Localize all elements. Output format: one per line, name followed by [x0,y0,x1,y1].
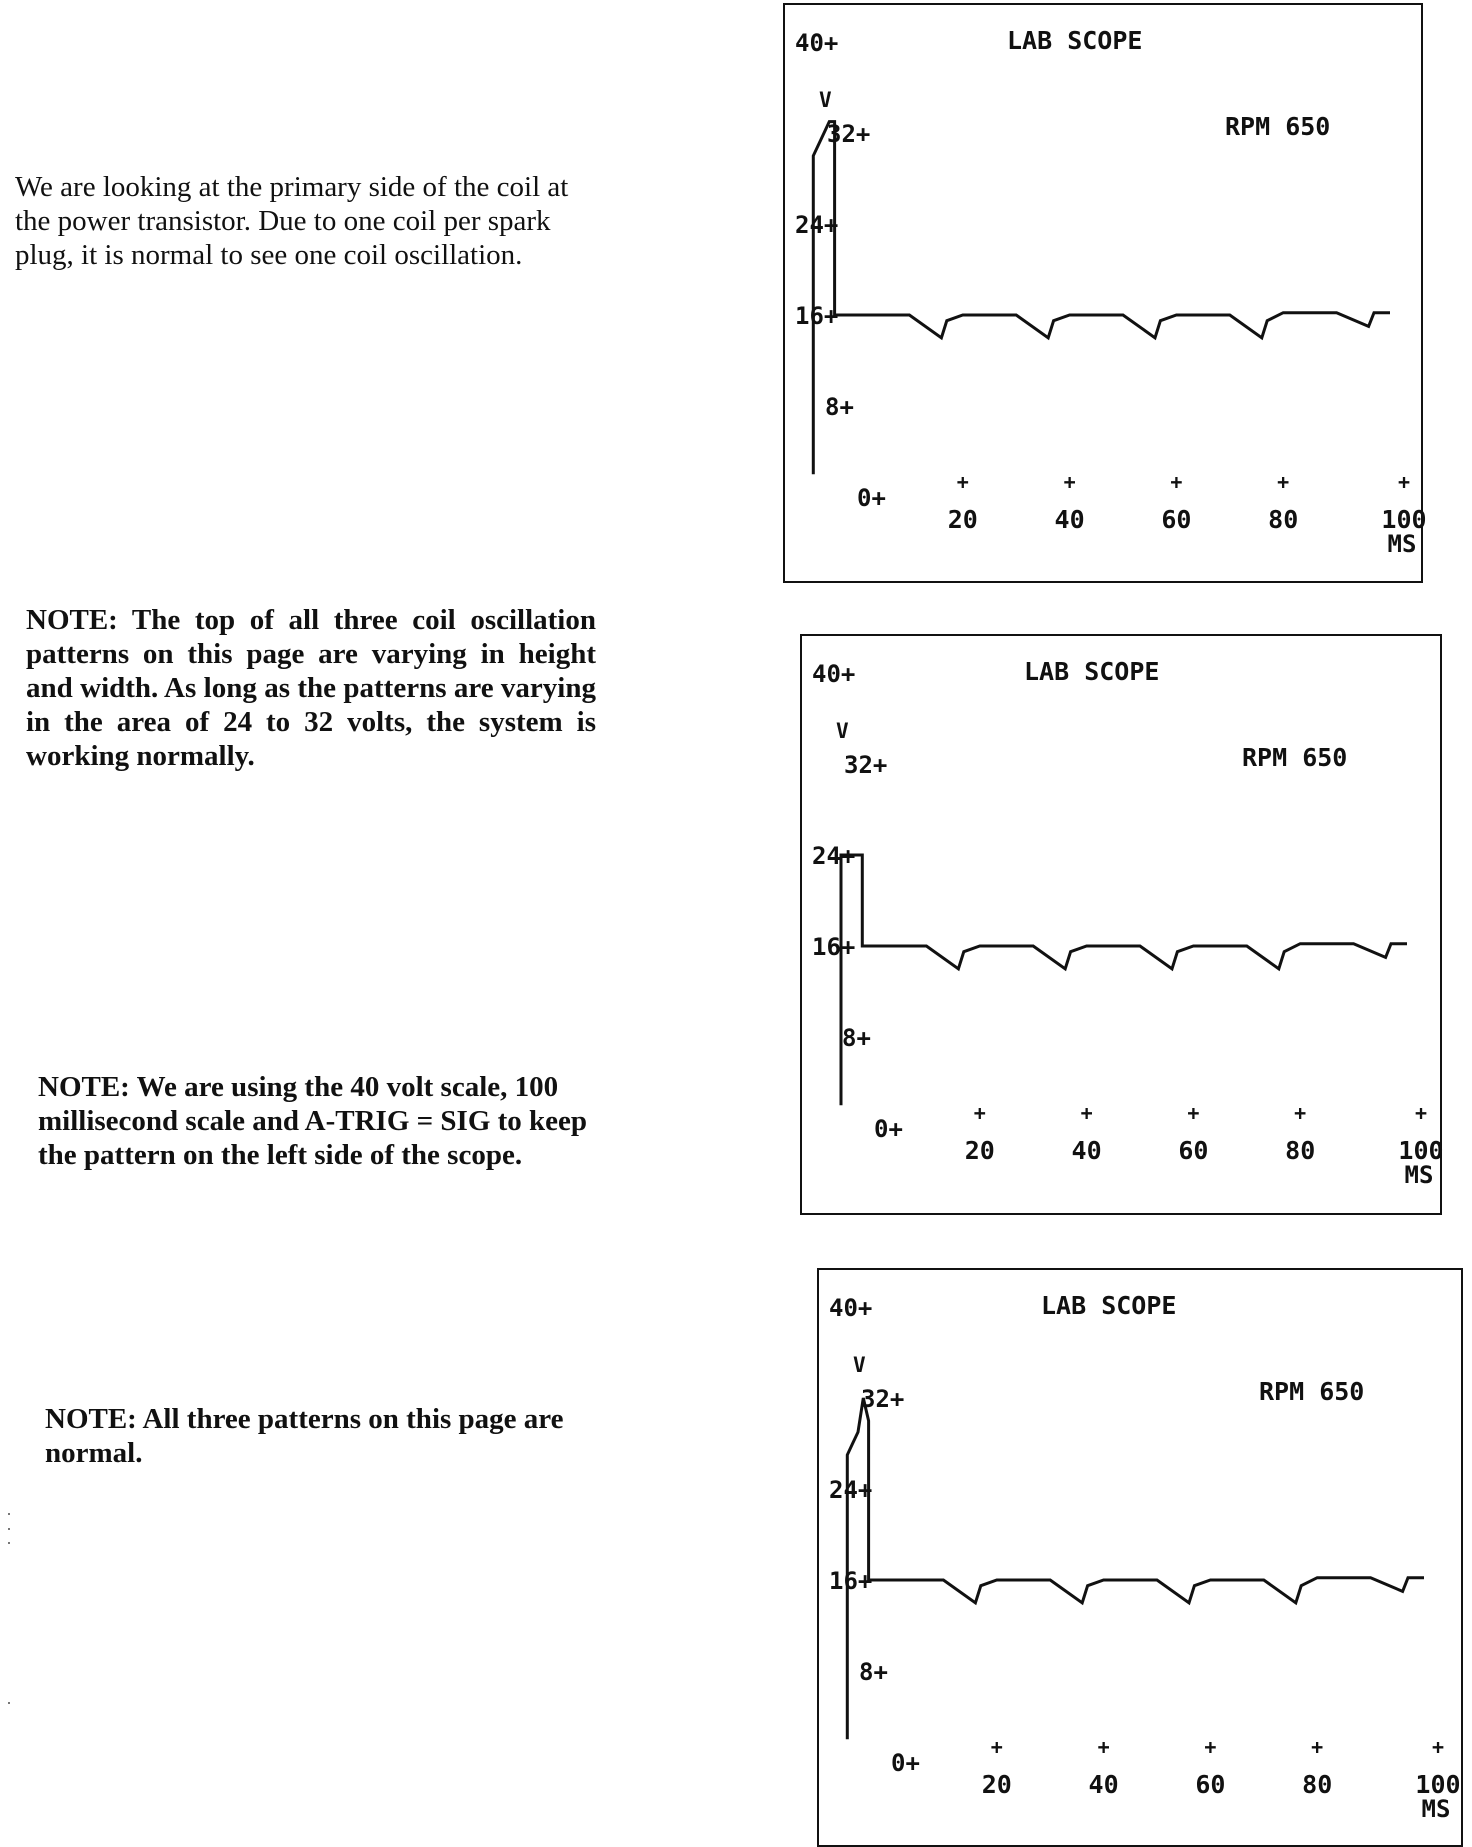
x-tick-mark: + [990,1735,1003,1759]
x-tick-label: 20 [981,1770,1012,1799]
y-tick-label: 24+ [812,842,856,870]
speck-mark [8,1513,10,1515]
y-unit-label: V [819,87,832,112]
scope-plot [785,5,1427,581]
y-tick-label: 24+ [829,1476,873,1504]
y-tick-label: 8+ [825,393,854,421]
y-tick-label: 16+ [829,1567,873,1595]
y-tick-label: 32+ [827,120,871,148]
speck-mark [8,1702,10,1704]
x-tick-label: 80 [1268,505,1299,534]
x-tick-mark: + [1170,470,1183,494]
speck-mark [8,1542,10,1544]
scope-trace [813,122,1390,475]
y-tick-label: 16+ [812,933,856,961]
x-tick-label: 100 [1415,1770,1461,1799]
x-tick-mark: + [1187,1101,1200,1125]
scope-plot [802,636,1444,1213]
x-tick-mark: + [973,1101,986,1125]
rpm-readout: RPM 650 [1242,743,1348,772]
y-tick-label: 24+ [795,211,839,239]
x-tick-label: 100 [1381,505,1427,534]
x-tick-mark: + [1414,1101,1428,1125]
x-tick-label: 40 [1054,505,1085,534]
x-tick-mark: + [1204,1735,1217,1759]
x-unit-label: MS [1404,1161,1434,1189]
x-tick-label: 40 [1088,1770,1119,1799]
y-tick-label: 32+ [844,751,888,779]
x-tick-mark: + [1080,1101,1093,1125]
note-pattern-variation: NOTE: The top of all three coil oscillation patterns on this page are varying in height and width. As long as the patterns are varying in the area of 24 to 32 volts, the system is working normally. [26,604,596,772]
x-tick-mark: + [1311,1735,1324,1759]
scope-title: LAB SCOPE [1041,1291,1177,1320]
lab-scope-2 [800,634,1442,1215]
scope-plot [819,1270,1461,1845]
y-tick-label: 8+ [842,1024,871,1052]
x-tick-mark: + [1063,470,1076,494]
note-scale-settings: NOTE: We are using the 40 volt scale, 100 millisecond scale and A-TRIG = SIG to keep the pattern on the left side of the scope. [38,1071,588,1171]
x-tick-mark: + [956,470,969,494]
x-tick-label: 20 [947,505,978,534]
x-unit-label: MS [1387,530,1417,558]
scope-trace [847,1398,1424,1739]
y-tick-label: 0+ [874,1115,903,1143]
y-tick-label: 16+ [795,302,839,330]
y-tick-label: 0+ [891,1749,920,1777]
note-patterns-normal: NOTE: All three patterns on this page are normal. [45,1403,564,1469]
y-unit-label: V [836,718,849,743]
x-tick-label: 20 [964,1136,995,1165]
x-tick-label: 100 [1398,1136,1444,1165]
x-tick-mark: + [1277,470,1290,494]
x-tick-label: 60 [1161,505,1192,534]
y-unit-label: V [853,1352,866,1377]
y-tick-label: 0+ [857,484,886,512]
intro-paragraph: We are looking at the primary side of the coil at the power transistor. Due to one coil per spark plug, it is normal to see one coil oscillation. [15,171,569,271]
x-tick-label: 80 [1302,1770,1333,1799]
y-tick-label: 40+ [795,29,839,57]
rpm-readout: RPM 650 [1259,1377,1365,1406]
x-tick-label: 60 [1178,1136,1209,1165]
speck-mark [8,1528,10,1530]
x-tick-mark: + [1431,1735,1445,1759]
scope-trace [841,855,1407,1105]
y-tick-label: 40+ [829,1294,873,1322]
y-tick-label: 40+ [812,660,856,688]
x-tick-mark: + [1294,1101,1307,1125]
rpm-readout: RPM 650 [1225,112,1331,141]
x-tick-mark: + [1397,470,1411,494]
x-tick-label: 80 [1285,1136,1316,1165]
x-tick-label: 40 [1071,1136,1102,1165]
lab-scope-1 [783,3,1427,583]
scope-title: LAB SCOPE [1024,657,1160,686]
scope-title: LAB SCOPE [1007,26,1143,55]
x-tick-label: 60 [1195,1770,1226,1799]
x-unit-label: MS [1421,1795,1451,1823]
y-tick-label: 32+ [861,1385,905,1413]
x-tick-mark: + [1097,1735,1110,1759]
lab-scope-3 [817,1268,1463,1847]
y-tick-label: 8+ [859,1658,888,1686]
